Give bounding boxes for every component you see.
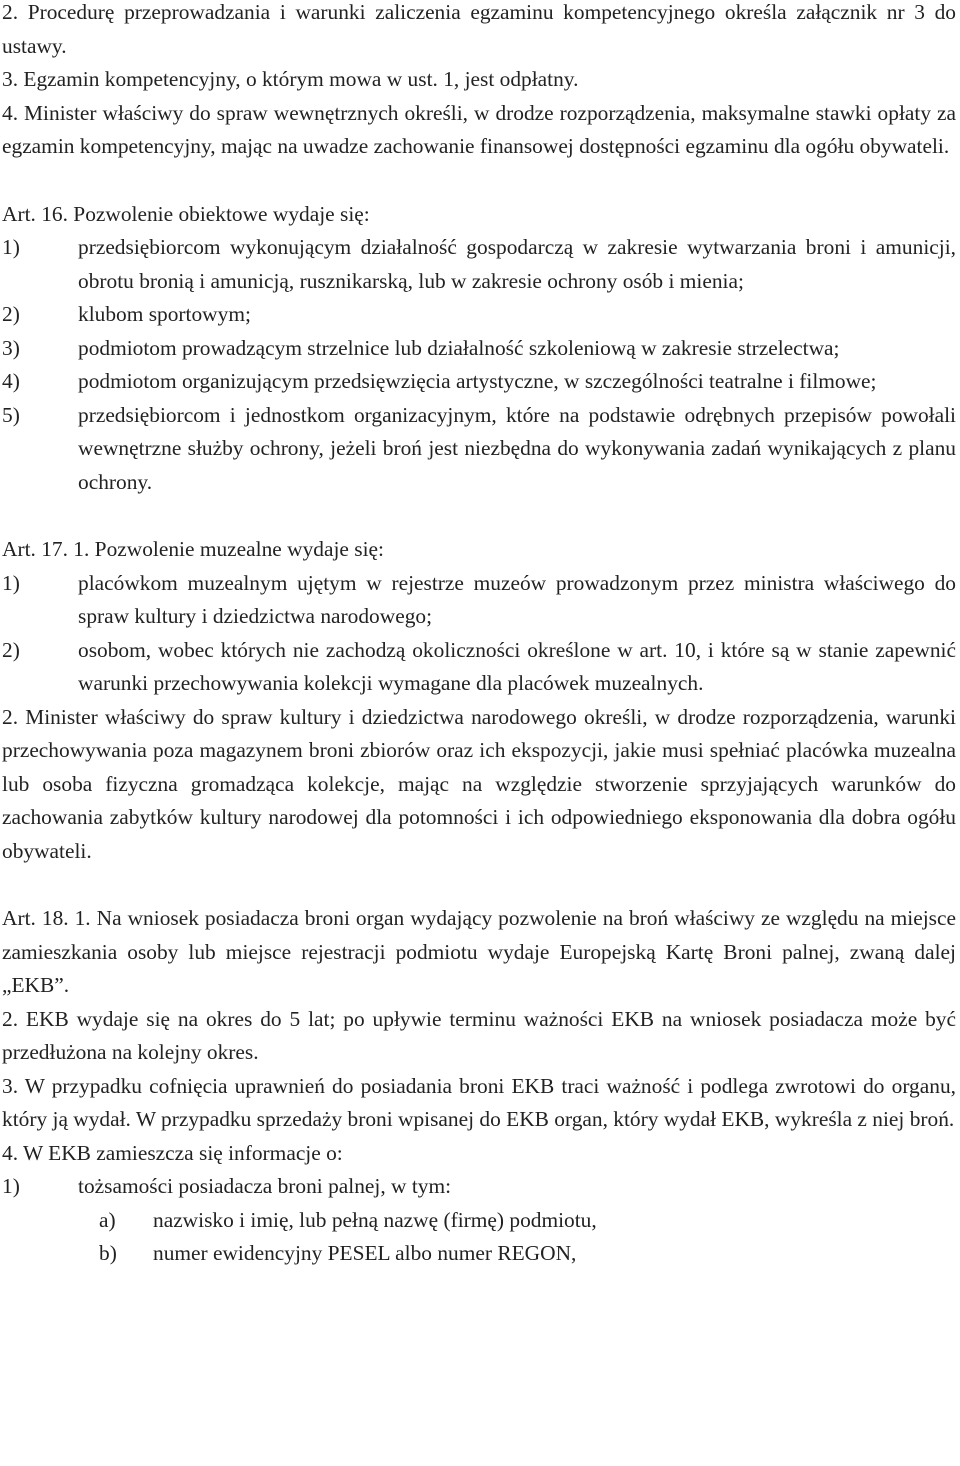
item-number: 3)	[2, 335, 20, 360]
item-number: 2)	[2, 637, 20, 662]
subitem-letter: a)	[99, 1207, 116, 1232]
spacer	[2, 499, 956, 533]
item-text: przedsiębiorcom wykonującym działalność gospodarczą w zakresie wytwarzania broni i amunicji, obrotu bronią i amunicją, rusznikarską, lub w zakresie ochrony osób i mienia;	[78, 235, 956, 293]
art17-intro: Art. 17. 1. Pozwolenie muzealne wydaje się:	[2, 537, 384, 561]
item-text: klubom sportowym;	[78, 302, 251, 326]
art16-item	[2, 231, 956, 298]
item-text: podmiotom prowadzącym strzelnice lub działalność szkoleniową w zakresie strzelectwa;	[78, 335, 840, 360]
paragraph-3: 3. Egzamin kompetencyjny, o którym mowa w ust. 1, jest odpłatny.	[2, 67, 579, 91]
art18-paragraph-2: 2. EKB wydaje się na okres do 5 lat; po upływie terminu ważności EKB na wniosek posiadacza może być przedłużona na kolejny okres.	[2, 1006, 956, 1064]
paragraph-4: 4. Minister właściwy do spraw wewnętrznych określi, w drodze rozporządzenia, maksymalne stawki opłaty za egzamin kompetencyjny, mając na uwadze zachowanie finansowej dostępności egzaminu dla ogółu obywateli.	[2, 100, 956, 158]
art18-subitem	[2, 1204, 956, 1238]
item-number: 1)	[2, 570, 20, 595]
art16-item	[2, 332, 956, 366]
item-text: podmiotom organizującym przedsięwzięcia artystyczne, w szczególności teatralne i filmowe;	[78, 369, 877, 393]
subitem-text: numer ewidencyjny PESEL albo numer REGON,	[153, 1241, 577, 1265]
subitem-letter: b)	[99, 1241, 117, 1265]
art18-subitem	[2, 1237, 956, 1271]
item-text: przedsiębiorcom i jednostkom organizacyjnym, które na podstawie odrębnych przepisów powołali wewnętrzne służby ochrony, jeżeli broń jest niezbędna do wykonywania zadań wynikających z planu ochrony.	[78, 402, 956, 494]
art18-item	[2, 1170, 956, 1204]
art17-item	[2, 634, 956, 701]
subitem-text: nazwisko i imię, lub pełną nazwę (firmę) podmiotu,	[153, 1207, 597, 1232]
art18-paragraph-1: Art. 18. 1. Na wniosek posiadacza broni organ wydający pozwolenie na broń właściwy ze względu na miejsce zamieszkania osoby lub miejsce rejestracji podmiotu wydaje Europejską Kartę Broni palnej, zwaną dalej „EKB”.	[2, 906, 956, 997]
art17-item	[2, 567, 956, 634]
spacer	[2, 164, 956, 198]
art18-paragraph-4: 4. W EKB zamieszcza się informacje o:	[2, 1140, 343, 1165]
item-number: 1)	[2, 1174, 20, 1198]
item-text: osobom, wobec których nie zachodzą okoliczności określone w art. 10, i które są w stanie zapewnić warunki przechowywania kolekcji wymagane dla placówek muzealnych.	[78, 637, 956, 695]
spacer	[2, 868, 956, 902]
art16-item	[2, 298, 956, 332]
art16-intro: Art. 16. Pozwolenie obiektowe wydaje się:	[2, 201, 370, 226]
art18-paragraph-3: 3. W przypadku cofnięcia uprawnień do posiadania broni EKB traci ważność i podlega zwrotowi do organu, który ją wydał. W przypadku sprzedaży broni wpisanej do EKB organ, który wydał EKB, wykreśla z niej broń.	[2, 1073, 956, 1131]
item-text: placówkom muzealnym ujętym w rejestrze muzeów prowadzonym przez ministra właściwego do spraw kultury i dziedzictwa narodowego;	[78, 570, 956, 628]
art16-item	[2, 399, 956, 500]
item-number: 2)	[2, 302, 20, 326]
art16-item	[2, 365, 956, 399]
item-text: tożsamości posiadacza broni palnej, w tym:	[78, 1174, 452, 1198]
document-page	[2, 0, 956, 1271]
paragraph-2: 2. Procedurę przeprowadzania i warunki zaliczenia egzaminu kompetencyjnego określa załącznik nr 3 do ustawy.	[2, 0, 956, 58]
item-number: 4)	[2, 369, 20, 393]
item-number: 1)	[2, 235, 20, 259]
item-number: 5)	[2, 402, 20, 427]
art17-paragraph-2: 2. Minister właściwy do spraw kultury i dziedzictwa narodowego określi, w drodze rozporządzenia, warunki przechowywania poza magazynem broni zbiorów oraz ich ekspozycji, jakie musi spełniać placówka muzealna lub osoba fizyczna gromadząca kolekcje, mając na względzie stworzenie sprzyjających warunków do zachowania zabytków kultury narodowej dla potomności i ich odpowiedniego eksponowania dla dobra ogółu obywateli.	[2, 704, 956, 863]
